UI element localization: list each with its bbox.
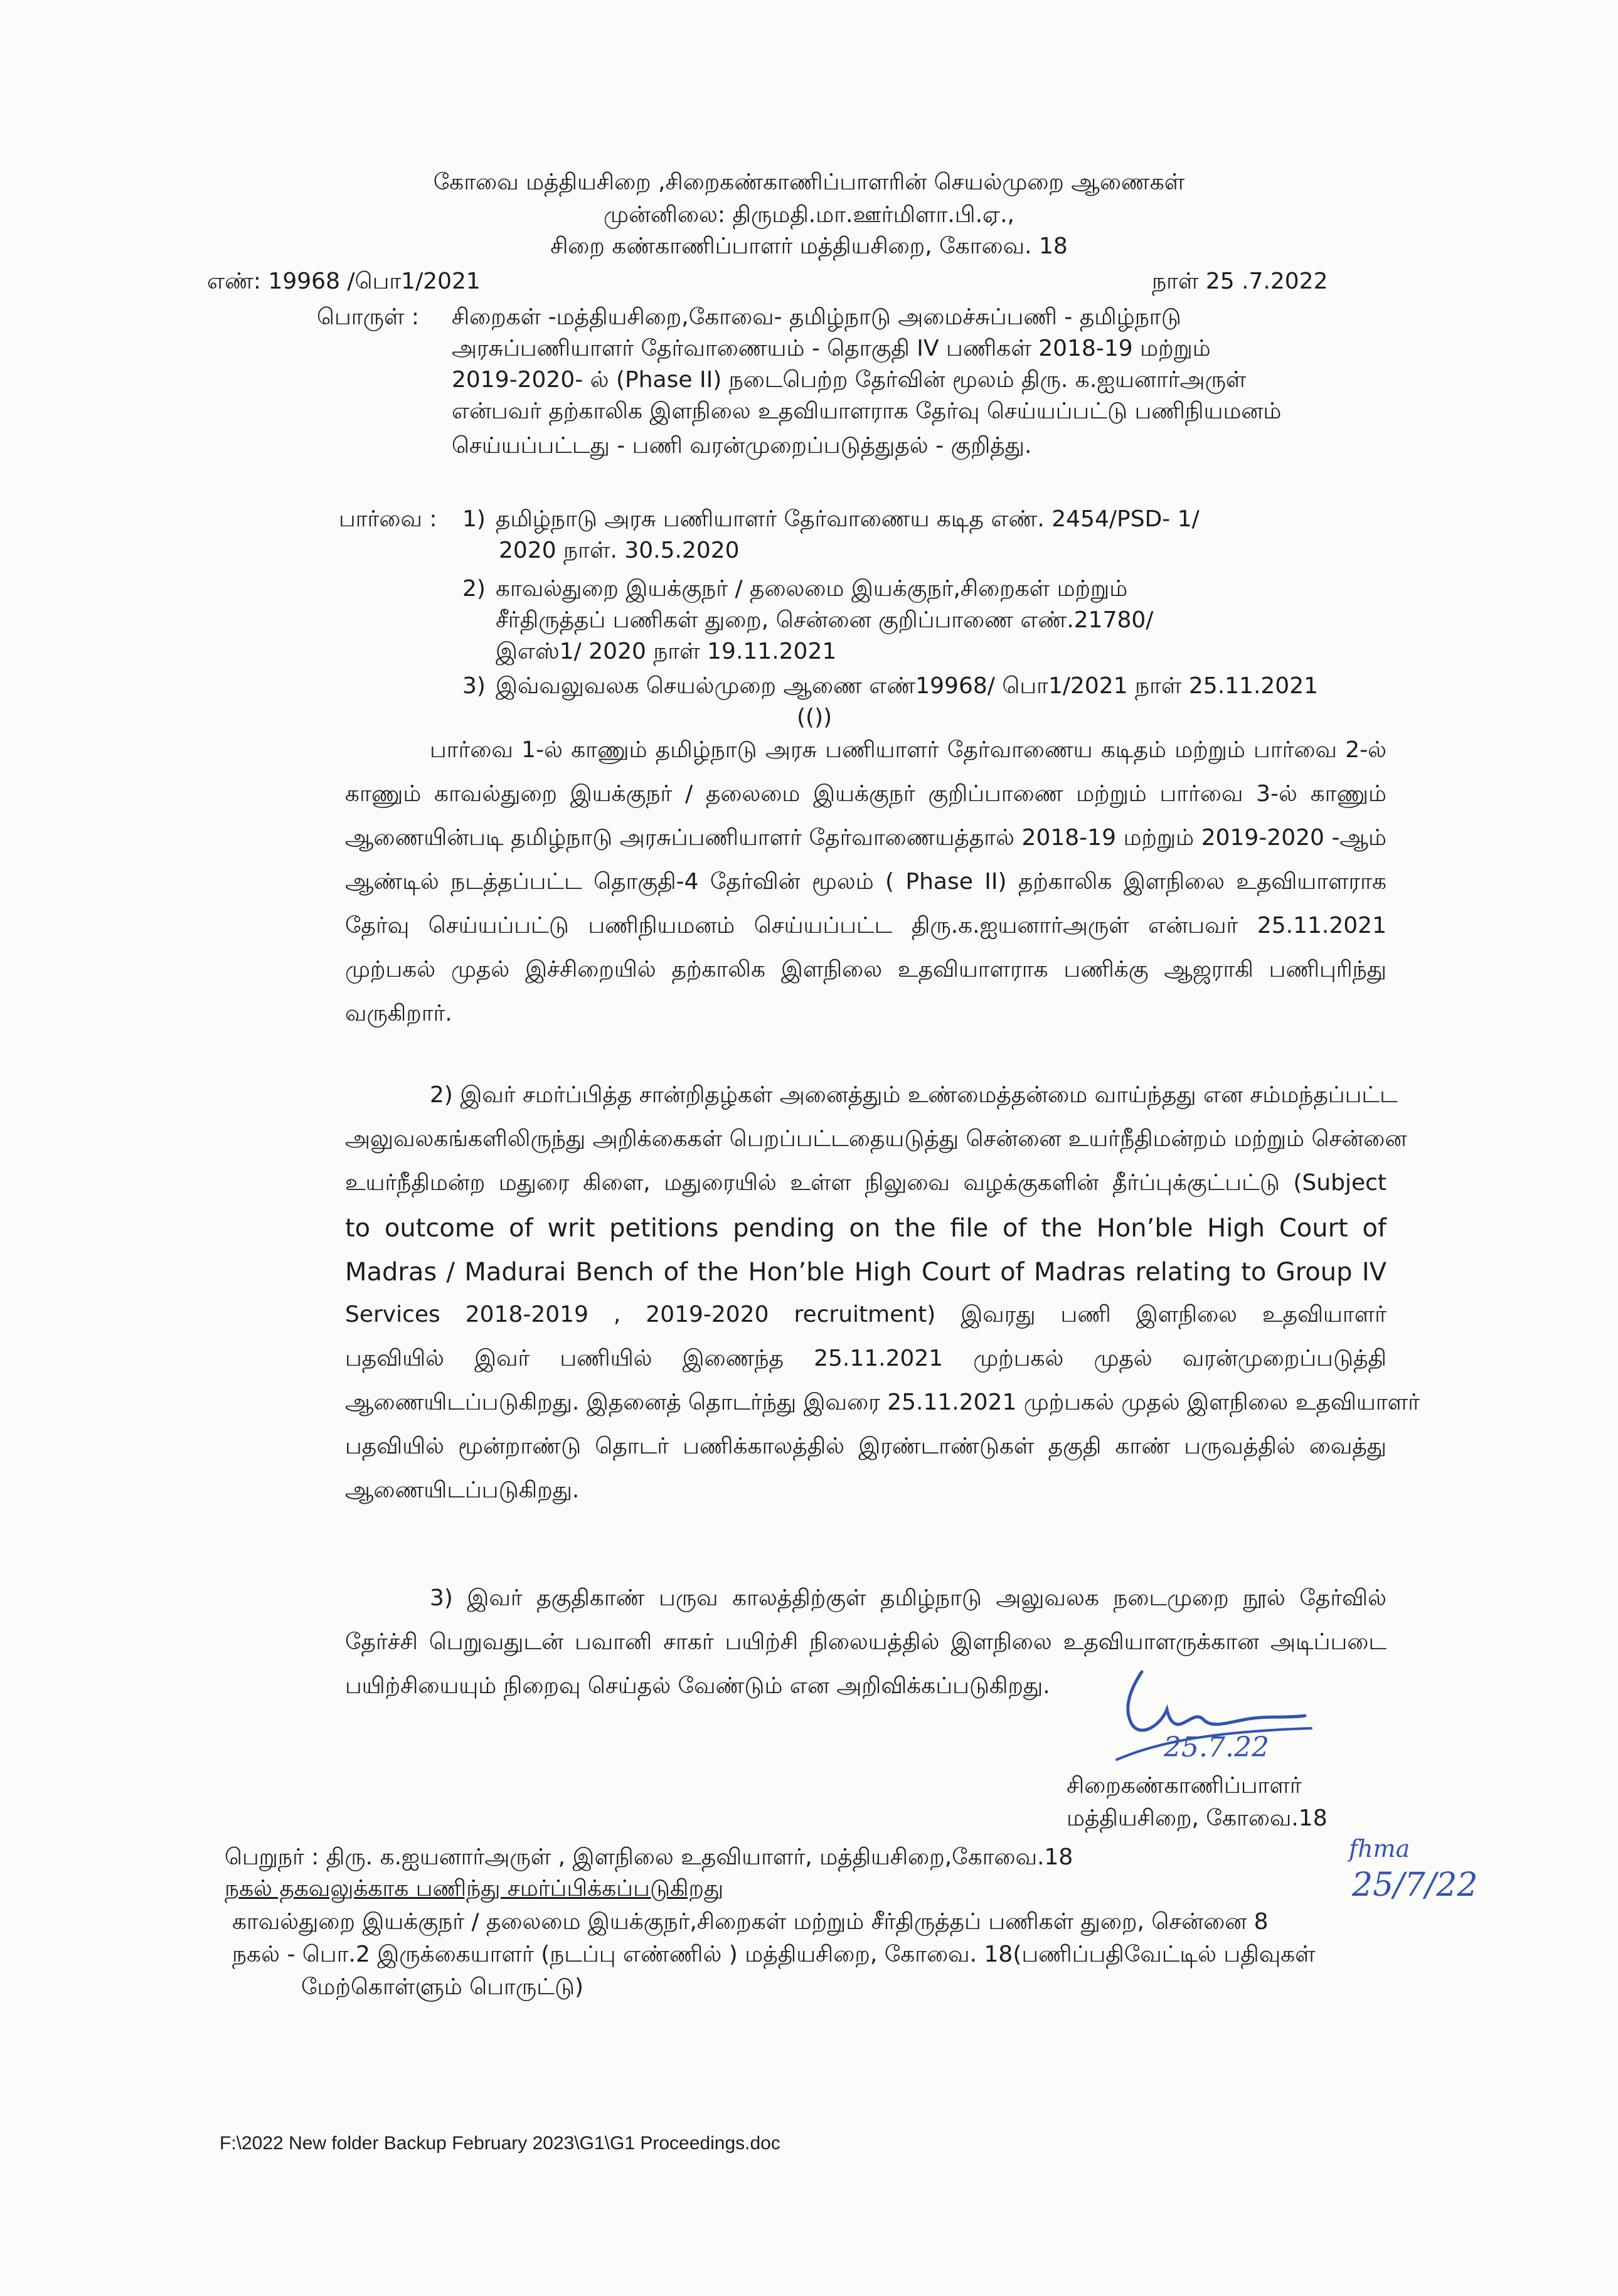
paragraph-line: ஆணையின்படி தமிழ்நாடு அரசுப்பணியாளர் தேர்வாணையத்தால் 2018-19 மற்றும் 2019-2020 -ஆம் (345, 825, 1386, 851)
signatory-office: மத்தியசிறை, கோவை.18 (1067, 1805, 1328, 1831)
header-presence: முன்னிலை: திருமதி.மா.ஊர்மிளா.பி.ஏ., (604, 202, 1014, 228)
reference-item-line: காவல்துறை இயக்குநர் / தலைமை இயக்குநர்,சிறைகள் மற்றும் (496, 576, 1128, 602)
copy-heading: நகல் தகவலுக்காக பணிந்து சமர்ப்பிக்கப்படுகிறது (225, 1876, 724, 1901)
initials-mark: fhma (1349, 1835, 1410, 1863)
reference-label: பார்வை : (339, 506, 437, 532)
reference-mark: (()) (797, 704, 833, 730)
reference-item-number: 3) (462, 673, 486, 699)
paragraph-line: அலுவலகங்களிலிருந்து அறிக்கைகள் பெறப்பட்டதையடுத்து சென்னை உயர்நீதிமன்றம் மற்றும் சென்னை (345, 1126, 1407, 1152)
copy-line: காவல்துறை இயக்குநர் / தலைமை இயக்குநர்,சிறைகள் மற்றும் சீர்திருத்தப் பணிகள் துறை, சென்னை 8 (232, 1909, 1269, 1935)
paragraph-line: 2) இவர் சமர்ப்பித்த சான்றிதழ்கள் அனைத்தும் உண்மைத்தன்மை வாய்ந்தது என சம்மந்தப்பட்ட (430, 1082, 1398, 1108)
header-title: கோவை மத்தியசிறை ,சிறைகண்காணிப்பாளரின் செயல்முறை ஆணைகள் (433, 169, 1185, 195)
subject-line: என்பவர் தற்காலிக இளநிலை உதவியாளராக தேர்வு செய்யப்பட்டு பணிநியமனம் (452, 398, 1282, 424)
file-path-footer: F:\2022 New folder Backup February 2023\G1\G1 Proceedings.doc (220, 2133, 780, 2154)
paragraph-1 (345, 739, 1386, 1046)
paragraph-line: ஆணையிடப்படுகிறது. இதனைத் தொடர்ந்து இவரை 25.11.2021 முற்பகல் முதல் இளநிலை உதவியாளர் (345, 1390, 1420, 1415)
paragraph-line: தேர்ச்சி பெறுவதுடன் பவானி சாகர் பயிற்சி நிலையத்தில் இளநிலை உதவியாளருக்கான அடிப்படை (345, 1629, 1386, 1655)
header-office: சிறை கண்காணிப்பாளர் மத்தியசிறை, கோவை. 18 (550, 233, 1068, 259)
paragraph-line: ஆணையிடப்படுகிறது. (345, 1477, 580, 1503)
paragraph-line: பார்வை 1-ல் காணும் தமிழ்நாடு அரசு பணியாளர் தேர்வாணைய கடிதம் மற்றும் பார்வை 2-ல் (430, 737, 1386, 763)
reference-item-number: 1) (462, 506, 486, 532)
reference-item-line: இஎஸ்1/ 2020 நாள் 19.11.2021 (496, 639, 837, 664)
signatory-title: சிறைகண்காணிப்பாளர் (1067, 1773, 1302, 1799)
reference-item-line: 2020 நாள். 30.5.2020 (499, 538, 740, 563)
paragraph-line: காணும் காவல்துறை இயக்குநர் / தலைமை இயக்குநர் குறிப்பாணை மற்றும் பார்வை 3-ல் காணும் (345, 781, 1386, 807)
paragraph-line: முற்பகல் முதல் இச்சிறையில் தற்காலிக இளநிலை உதவியாளராக பணிக்கு ஆஜராகி பணிபுரிந்து (345, 957, 1386, 982)
paragraph-2 (345, 1082, 1420, 1523)
paragraph-line: ஆண்டில் நடத்தப்பட்ட தொகுதி-4 தேர்வின் மூலம் ( Phase II) தற்காலிக இளநிலை உதவியாளராக (345, 869, 1386, 895)
paragraph-line: Madras / Madurai Bench of the Hon’ble High Court of Madras relating to Group IV (345, 1258, 1386, 1287)
paragraph-line: தேர்வு செய்யப்பட்டு பணிநியமனம் செய்யப்பட்ட திரு.க.ஐயனார்அருள் என்பவர் 25.11.2021 (345, 913, 1386, 938)
paragraph-line: வருகிறார். (345, 1001, 452, 1026)
subject-label: பொருள் : (317, 304, 420, 330)
reference-item-number: 2) (462, 576, 486, 602)
subject-line: 2019-2020- ல் (Phase II) நடைபெற்ற தேர்வின் மூலம் திரு. க.ஐயனார்அருள் (452, 367, 1247, 393)
reference-item-line: இவ்வலுவலக செயல்முறை ஆணை எண்19968/ பொ1/2021 நாள் 25.11.2021 (496, 673, 1319, 699)
initials-date: 25/7/22 (1352, 1866, 1478, 1904)
paragraph-line: பதவியில் இவர் பணியில் இணைந்த 25.11.2021 முற்பகல் முதல் வரன்முறைப்படுத்தி (345, 1346, 1386, 1371)
paragraph-line: to outcome of writ petitions pending on the file of the Hon’ble High Court of (345, 1214, 1386, 1243)
signature-date: 25.7.22 (1164, 1731, 1269, 1763)
paragraph-line: உயர்நீதிமன்ற மதுரை கிளை, மதுரையில் உள்ள நிலுவை வழக்குகளின் தீர்ப்புக்குட்பட்டு (Subject (345, 1170, 1386, 1196)
subject-line: சிறைகள் -மத்தியசிறை,கோவை- தமிழ்நாடு அமைச்சுப்பணி - தமிழ்நாடு (452, 304, 1181, 330)
reference-item-line: தமிழ்நாடு அரசு பணியாளர் தேர்வாணைய கடித எண். 2454/PSD- 1/ (496, 506, 1200, 532)
copy-line: நகல் - பொ.2 இருக்கையாளர் (நடப்பு எண்ணில் ) மத்தியசிறை, கோவை. 18(பணிப்பதிவேட்டில் பதிவுகள் (232, 1942, 1316, 1967)
copy-line: மேற்கொள்ளும் பொருட்டு) (301, 1974, 584, 2000)
reference-number: எண்: 19968 /பொ1/2021 (207, 268, 481, 294)
recipient: பெறுநர் : திரு. க.ஐயனார்அருள் , இளநிலை உதவியாளர், மத்தியசிறை,கோவை.18 (225, 1844, 1073, 1870)
paragraph-line: 3) இவர் தகுதிகாண் பருவ காலத்திற்குள் தமிழ்நாடு அலுவலக நடைமுறை நூல் தேர்வில் (430, 1585, 1386, 1611)
paragraph-line: பதவியில் மூன்றாண்டு தொடர் பணிக்காலத்தில் இரண்டாண்டுகள் தகுதி காண் பருவத்தில் வைத்து (345, 1433, 1386, 1459)
paragraph-line: பயிற்சியையும் நிறைவு செய்தல் வேண்டும் என அறிவிக்கப்படுகிறது. (345, 1673, 1050, 1699)
subject-line: அரசுப்பணியாளர் தேர்வாணையம் - தொகுதி IV பணிகள் 2018-19 மற்றும் (452, 336, 1211, 361)
subject-line: செய்யப்பட்டது - பணி வரன்முறைப்படுத்துதல் - குறித்து. (452, 433, 1032, 459)
order-date: நாள் 25 .7.2022 (1152, 268, 1328, 294)
reference-item-line: சீர்திருத்தப் பணிகள் துறை, சென்னை குறிப்பாணை எண்.21780/ (496, 607, 1154, 633)
paragraph-line: Services 2018-2019 , 2019-2020 recruitment) இவரது பணி இளநிலை உதவியாளர் (345, 1302, 1386, 1327)
